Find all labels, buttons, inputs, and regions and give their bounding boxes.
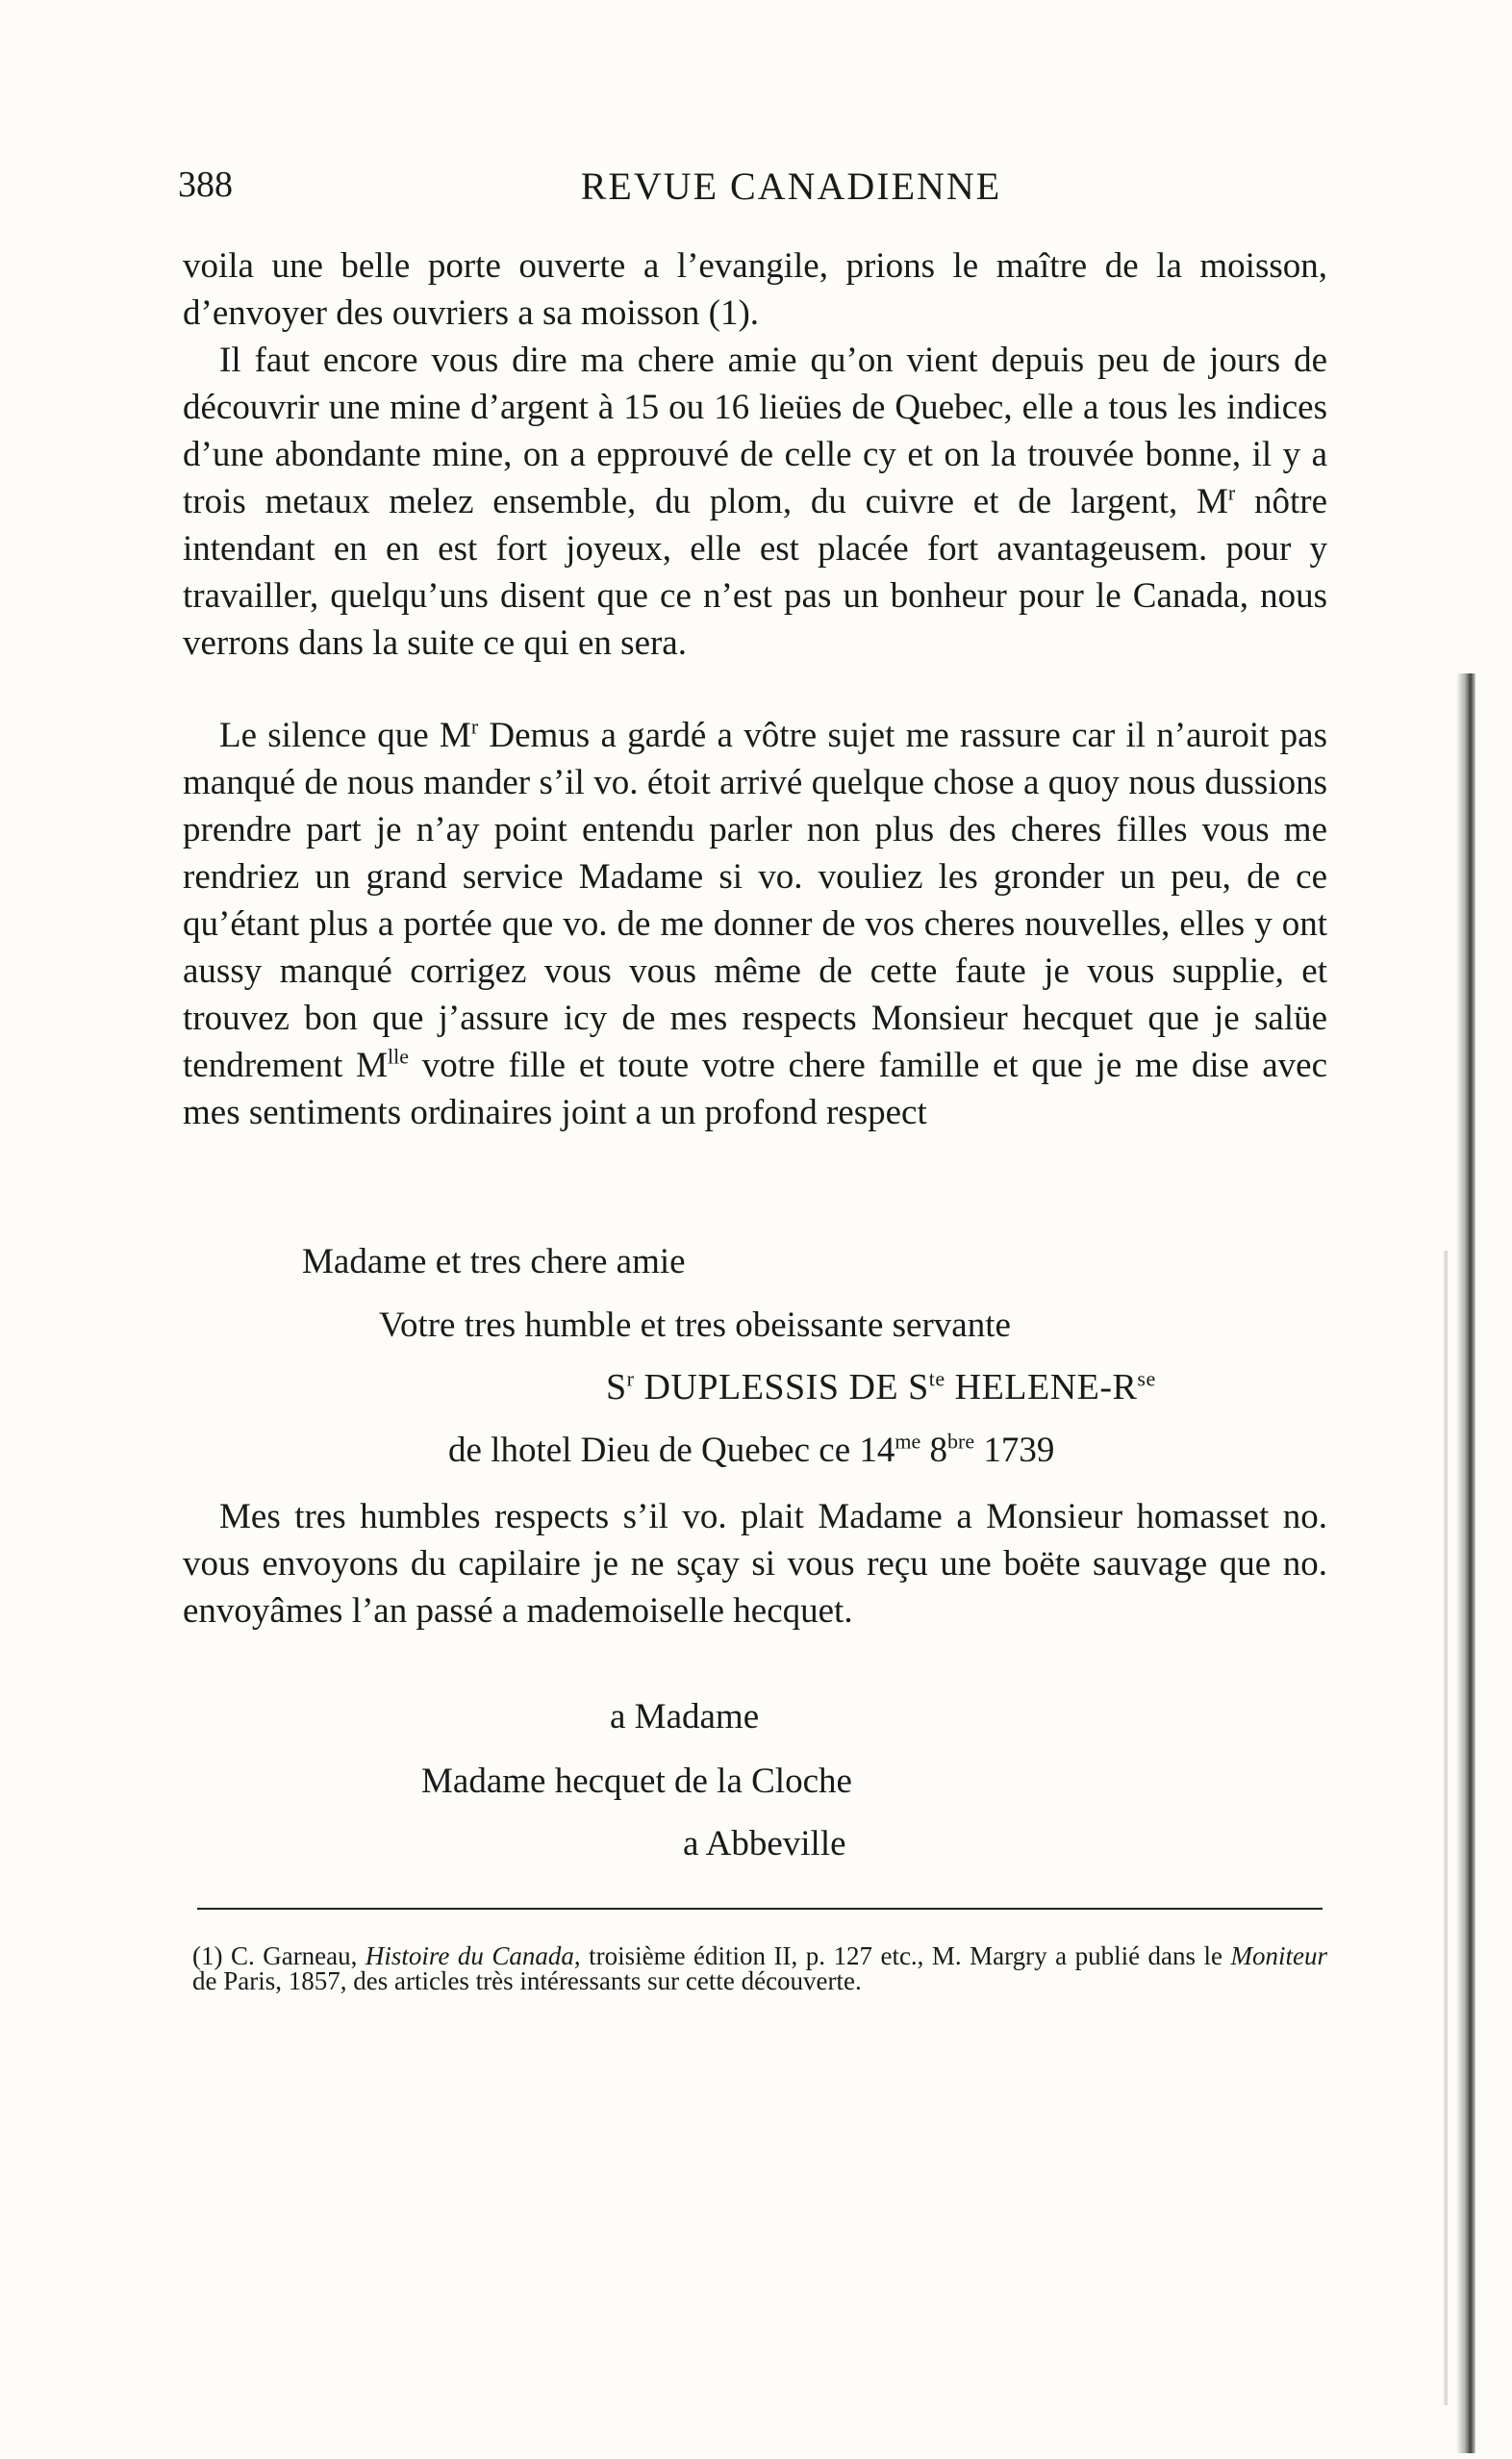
superscript: r [1227, 480, 1236, 505]
date-text: 8 [920, 1431, 948, 1470]
superscript: r [626, 1366, 635, 1391]
footnote-text: (1) C. Garneau, [192, 1941, 365, 1970]
page-spine-shadow [1456, 673, 1475, 2453]
footnote-text: de Paris, 1857, des articles très intéressants sur cette découverte. [192, 1966, 862, 1995]
paragraph-silver-mine [183, 337, 1327, 667]
page-number: 388 [178, 165, 233, 205]
paragraph-text: votre fille et toute votre chere famille et que je me dise avec mes sentiments ordinaires joint a un profond respect [183, 1046, 1327, 1132]
footnote [192, 1943, 1327, 1993]
superscript: te [928, 1366, 945, 1391]
closing-salutation: Madame et tres chere amie [302, 1242, 686, 1281]
paragraph-continuation [183, 242, 1327, 337]
signature-text: DUPLESSIS DE S [634, 1367, 929, 1407]
address-line-3: a Abbeville [683, 1824, 846, 1863]
signature [606, 1366, 1156, 1408]
closing-servante: Votre tres humble et tres obeissante servante [379, 1306, 1011, 1345]
signature-text: S [606, 1367, 627, 1407]
paragraph-text: Il faut encore vous dire ma chere amie qu’on vient depuis peu de jours de découvrir une mine d’argent à 15 ou 16 lieües de Quebec, elle a tous les indices d’une abondante mine, on a epprouvé de celle cy et on la trouvée bonne, il y a trois metaux melez ensemble, du plom, du cuivre et de largent, M [183, 341, 1327, 521]
superscript: r [470, 714, 479, 739]
running-title: REVUE CANADIENNE [580, 165, 1002, 208]
paragraph-text: Le silence que M [219, 716, 471, 755]
paragraph-text: voila une belle porte ouverte a l’evangile, prions le maître de la moisson, d’envoyer des ouvriers a sa moisson (1). [183, 246, 1327, 333]
superscript: bre [947, 1429, 975, 1454]
address-line-1: a Madame [610, 1697, 760, 1737]
superscript: lle [388, 1044, 410, 1069]
signature-text: HELENE-R [945, 1367, 1138, 1407]
paragraph-text: Demus a gardé a vôtre sujet me rassure car il n’auroit pas manqué de nous mander s’il vo. étoit arrivé quelque chose a quoy nous dussions prendre part je n’ay point entendu parler non plus des cheres filles vous me rendriez un grand service Madame si vo. vouliez les gronder un peu, de ce qu’étant plus a portée que vo. de me donner de vos cheres nouvelles, elles y ont aussy manqué corrigez vous vous même de cette faute je vous supplie, et trouvez bon que j’assure icy de mes respects Monsieur hecquet que je salüe tendrement M [183, 716, 1327, 1085]
date-text: 1739 [974, 1431, 1055, 1470]
footnote-book-title: Histoire du Canada [365, 1941, 574, 1970]
footnote-divider [197, 1908, 1323, 1910]
address-line-2: Madame hecquet de la Cloche [421, 1762, 852, 1801]
paragraph-text: Mes tres humbles respects s’il vo. plait Madame a Monsieur homasset no. vous envoyons du capilaire je ne sçay si vous reçu une boëte sauvage que no. envoyâmes l’an passé a mademoiselle hecquet. [183, 1497, 1327, 1631]
superscript: se [1137, 1366, 1156, 1391]
page-spine-shadow-inner [1443, 1251, 1449, 2405]
paragraph-postscript [183, 1493, 1327, 1635]
paragraph-silence [183, 712, 1327, 1136]
footnote-text: , troisième édition II, p. 127 etc., M. Margry a publié dans le [573, 1941, 1231, 1970]
letter-date [448, 1430, 1054, 1471]
date-text: de lhotel Dieu de Quebec ce 14 [448, 1431, 895, 1470]
footnote-newspaper-title: Moniteur [1230, 1941, 1328, 1970]
paragraph-text: nôtre intendant en en est fort joyeux, elle est placée fort avantageusem. pour y travailler, quelqu’uns disent que ce n’est pas un bonheur pour le Canada, nous verrons dans la suite ce qui en sera. [183, 482, 1327, 663]
page-header [178, 164, 1327, 221]
superscript: me [895, 1429, 921, 1454]
